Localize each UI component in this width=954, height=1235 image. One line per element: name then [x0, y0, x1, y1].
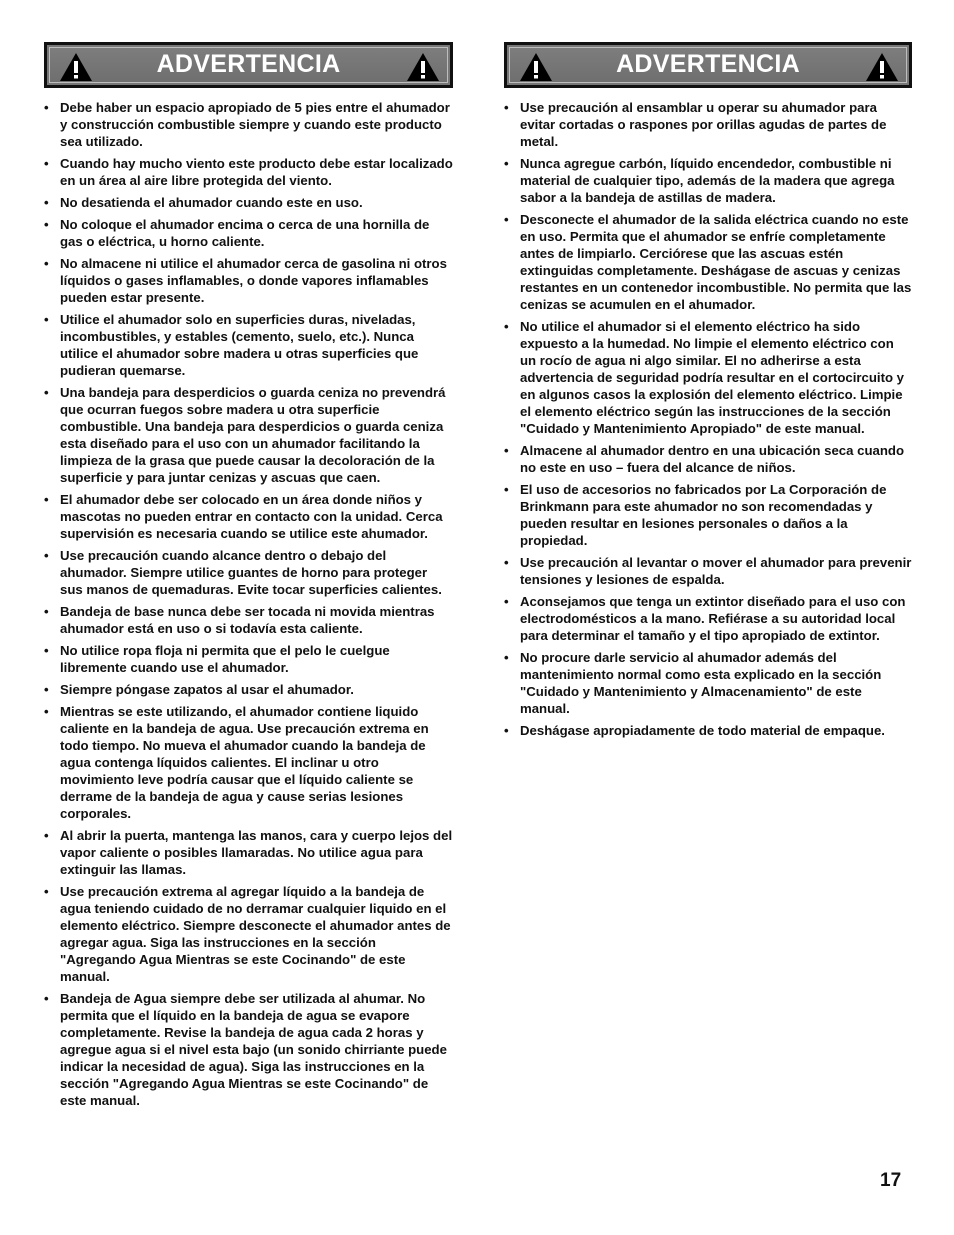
list-item: • Deshágase apropiadamente de todo material de empaque.	[504, 722, 912, 739]
list-item: • Use precaución cuando alcance dentro o debajo del ahumador. Siempre utilice guantes de horno para proteger sus manos de quemaduras. Evite tocar superficies calientes.	[44, 547, 453, 598]
list-item: • El ahumador debe ser colocado en un área donde niños y mascotas no pueden entrar en contacto con la unidad. Cerca supervisión es necesaria cuando se utilice este ahumador.	[44, 491, 453, 542]
warning-list-left	[44, 99, 453, 1109]
list-item: • Mientras se este utilizando, el ahumador contiene liquido caliente en la bandeja de agua. Use precaución extrema en todo tiempo. No mueva el ahumador cuando la bandeja de agua contenga líquidos calientes. El inclinar u otro movimiento leve podría causar que el líquido caliente se derrame de la bandeja de agua y cause serias lesiones corporales.	[44, 703, 453, 822]
page-number: 17	[880, 1170, 902, 1191]
list-item: • Una bandeja para desperdicios o guarda ceniza no prevendrá que ocurran fuegos sobre madera u otra superficie combustible. Una bandeja para desperdicios o guarda ceniza esta diseñado para el uso con un ahumador facilitando la limpieza de la grasa que puede causar la decoloración de la superficie y para juntar cenizas y ascuas que caen.	[44, 384, 453, 486]
left-column	[44, 42, 453, 1114]
list-item: • Aconsejamos que tenga un extintor diseñado para el uso con electrodomésticos a la mano. Refiérase a su autoridad local para determinar el tamaño y el tipo apropiado de extintor.	[504, 593, 912, 644]
list-item: • No coloque el ahumador encima o cerca de una hornilla de gas o eléctrica, u horno caliente.	[44, 216, 453, 250]
warning-banner-right	[504, 42, 912, 88]
list-item: • Bandeja de Agua siempre debe ser utilizada al ahumar. No permita que el líquido en la bandeja de agua se evapore completamente. Revise la bandeja de agua cada 2 horas y agregue agua si el nivel esta bajo (un sonido chirriante puede indicar la necesidad de agua). Siga las instrucciones en la sección "Agregando Agua Mientras se este Cocinando" de este manual.	[44, 990, 453, 1109]
list-item: • Almacene al ahumador dentro en una ubicación seca cuando no este en uso – fuera del alcance de niños.	[504, 442, 912, 476]
list-item: • Use precaución al ensamblar u operar su ahumador para evitar cortadas o raspones por orillas agudas de partes de metal.	[504, 99, 912, 150]
list-item: • Use precaución extrema al agregar líquido a la bandeja de agua teniendo cuidado de no derramar cualquier liquido en el elemento eléctrico. Siempre desconecte el ahumador antes de agregar agua. Siga las instrucciones en la sección "Agregando Agua Mientras se este Cocinando" de este manual.	[44, 883, 453, 985]
list-item: • No utilice el ahumador si el elemento eléctrico ha sido expuesto a la humedad. No limpie el elemento eléctrico con un rocío de agua ni algo similar. El no adherirse a esta advertencia de seguridad podría resultar en el cortocircuito y en algunos casos la explosión del elemento eléctrico. Limpie el elemento eléctrico según las instrucciones de la sección "Cuidado y Mantenimiento Apropiado" de este manual.	[504, 318, 912, 437]
banner-title: ADVERTENCIA	[616, 50, 800, 78]
list-item: • Cuando hay mucho viento este producto debe estar localizado en un área al aire libre protegida del viento.	[44, 155, 453, 189]
list-item: • Bandeja de base nunca debe ser tocada ni movida mientras ahumador está en uso o si todavía esta caliente.	[44, 603, 453, 637]
list-item: • El uso de accesorios no fabricados por La Corporación de Brinkmann para este ahumador no son recomendadas y pueden resultar en lesiones personales o daños a la propiedad.	[504, 481, 912, 549]
list-item: • Debe haber un espacio apropiado de 5 pies entre el ahumador y construcción combustible siempre y cuando este producto sea utilizado.	[44, 99, 453, 150]
list-item: • No procure darle servicio al ahumador además del mantenimiento normal como esta explicado en la sección "Cuidado y Mantenimiento y Almacenamiento" de este manual.	[504, 649, 912, 717]
right-column	[504, 42, 912, 744]
list-item: • Desconecte el ahumador de la salida eléctrica cuando no este en uso. Permita que el ahumador se enfríe completamente antes de limpiarlo. Cerciórese que las ascuas estén extinguidas completamente. Deshágase de ascuas y cenizas restantes en un contenedor incombustible. No permita que las cenizas se acumulen en el ahumador.	[504, 211, 912, 313]
warning-banner-left	[44, 42, 453, 88]
warning-list-right	[504, 99, 912, 739]
banner-title: ADVERTENCIA	[156, 50, 341, 78]
list-item: • No almacene ni utilice el ahumador cerca de gasolina ni otros líquidos o gases inflamables, o donde vapores inflamables pueden estar presente.	[44, 255, 453, 306]
list-item: • Nunca agregue carbón, líquido encendedor, combustible ni material de cualquier tipo, además de la madera que agrega sabor a la bandeja de astillas de madera.	[504, 155, 912, 206]
list-item: • Al abrir la puerta, mantenga las manos, cara y cuerpo lejos del vapor caliente o posibles llamaradas. No utilice agua para extinguir las llamas.	[44, 827, 453, 878]
list-item: • Use precaución al levantar o mover el ahumador para prevenir tensiones y lesiones de espalda.	[504, 554, 912, 588]
list-item: • Siempre póngase zapatos al usar el ahumador.	[44, 681, 453, 698]
list-item: • Utilice el ahumador solo en superficies duras, niveladas, incombustibles, y estables (cemento, suelo, etc.). Nunca utilice el ahumador sobre madera u otras superficies que pudieran quemarse.	[44, 311, 453, 379]
warning-triangle-icon	[406, 52, 440, 82]
list-item: • No utilice ropa floja ni permita que el pelo le cuelgue libremente cuando use el ahumador.	[44, 642, 453, 676]
list-item: • No desatienda el ahumador cuando este en uso.	[44, 194, 453, 211]
warning-triangle-icon	[865, 52, 899, 82]
